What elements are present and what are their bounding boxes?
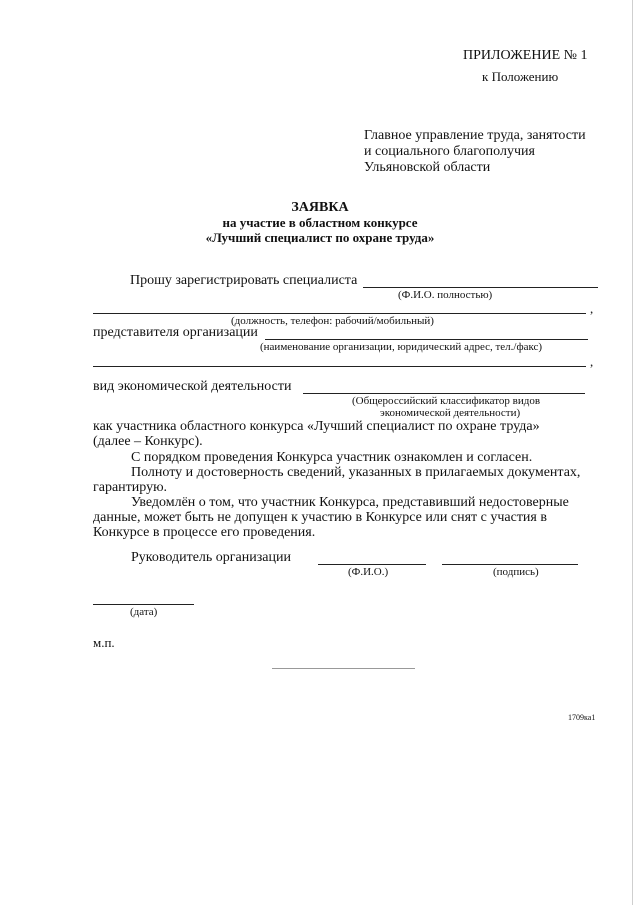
okved-hint-line-1: (Общероссийский классификатор видов [352,395,541,407]
organization-field[interactable] [265,339,588,340]
body-paragraph-2-line-2: гарантирую. [93,480,168,495]
head-name-hint: (Ф.И.О.) [348,566,389,578]
addressee-line-3: Ульяновской области [364,160,491,175]
head-name-field[interactable] [318,564,426,565]
economic-activity-field[interactable] [303,393,585,394]
organization-comma: , [590,354,594,369]
date-field[interactable] [93,604,194,605]
document-code: 1709ка1 [568,713,596,722]
head-signature-field[interactable] [442,564,578,565]
stamp-place-label: м.п. [93,635,115,650]
document-title: ЗАЯВКА [291,200,349,215]
register-specialist-text: Прошу зарегистрировать специалиста [130,273,358,288]
document-subtitle-2: «Лучший специалист по охране труда» [205,230,435,245]
specialist-name-hint: (Ф.И.О. полностью) [398,289,493,301]
body-line-2: (далее – Конкурс). [93,434,203,449]
position-phone-hint: (должность, телефон: рабочий/мобильный) [231,315,434,327]
organization-field-continued[interactable] [93,366,586,367]
economic-activity-text: вид экономической деятельности [93,379,292,394]
page-right-edge [632,0,633,905]
addressee-line-1: Главное управление труда, занятости [364,128,586,143]
body-paragraph-1: С порядком проведения Конкурса участник ознакомлен и согласен. [131,450,533,465]
body-paragraph-3-line-2: данные, может быть не допущен к участию в Конкурсе или снят с участия в [93,510,547,525]
footer-separator [272,668,415,669]
okved-hint-line-2: экономической деятельности) [380,407,521,419]
body-line-1: как участника областного конкурса «Лучший специалист по охране труда» [93,419,540,434]
date-hint: (дата) [130,606,158,618]
organization-representative-text: представителя организации [93,325,258,340]
addressee-line-2: и социального благополучия [364,144,535,159]
head-of-organization-label: Руководитель организации [131,550,291,565]
head-signature-hint: (подпись) [493,566,539,578]
body-paragraph-3-line-1: Уведомлён о том, что участник Конкурса, представивший недостоверные [131,495,569,510]
body-paragraph-3-line-3: Конкурсе в процессе его проведения. [93,525,316,540]
appendix-reference: к Положению [482,69,559,84]
position-comma: , [590,301,594,316]
appendix-number: ПРИЛОЖЕНИЕ № 1 [463,48,588,63]
document-subtitle-1: на участие в областном конкурсе [222,215,418,230]
specialist-name-field[interactable] [363,287,598,288]
body-paragraph-2-line-1: Полноту и достоверность сведений, указанных в прилагаемых документах, [131,465,581,480]
position-phone-field[interactable] [93,313,586,314]
organization-hint: (наименование организации, юридический адрес, тел./факс) [260,341,543,353]
